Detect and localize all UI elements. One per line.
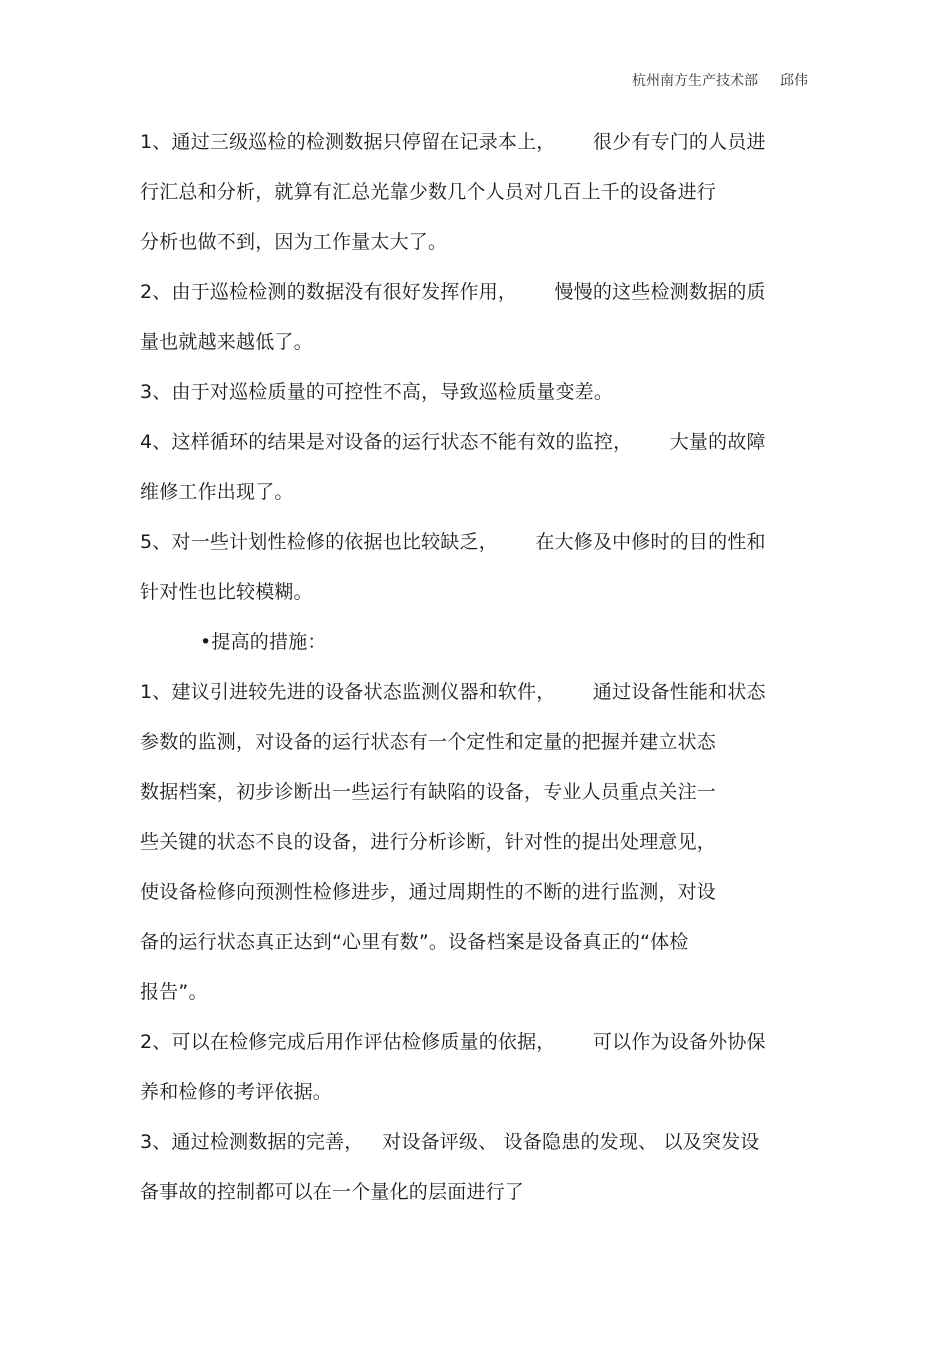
text-line: 3、由于对巡检质量的可控性不高，导致巡检质量变差。 (140, 381, 614, 403)
section-heading: •提高的措施： (200, 631, 327, 653)
text-line: 2、可以在检修完成后用作评估检修质量的依据， 可以作为设备外协保 (140, 1031, 766, 1053)
text-line: 针对性也比较模糊。 (140, 581, 313, 603)
text-line: 使设备检修向预测性检修进步，通过周期性的不断的进行监测，对设 (140, 881, 717, 903)
header-author: 邱伟 (780, 73, 808, 89)
text-line: 3、通过检测数据的完善， 对设备评级、 设备隐患的发现、 以及突发设 (140, 1131, 760, 1153)
text-line: 1、建议引进较先进的设备状态监测仪器和软件， 通过设备性能和状态 (140, 681, 766, 703)
text-line: 1、通过三级巡检的检测数据只停留在记录本上， 很少有专门的人员进 (140, 131, 766, 153)
text-line: 2、由于巡检检测的数据没有很好发挥作用， 慢慢的这些检测数据的质 (140, 281, 766, 303)
text-line: 备事故的控制都可以在一个量化的层面进行了 (140, 1181, 525, 1203)
text-line: 行汇总和分析，就算有汇总光靠少数几个人员对几百上千的设备进行 (140, 181, 717, 203)
text-line: 参数的监测，对设备的运行状态有一个定性和定量的把握并建立状态 (140, 731, 717, 753)
text-line: 养和检修的考评依据。 (140, 1081, 333, 1103)
text-line: 4、这样循环的结果是对设备的运行状态不能有效的监控， 大量的故障 (140, 431, 766, 453)
text-line: 报告”。 (140, 981, 208, 1003)
text-line: 些关键的状态不良的设备，进行分析诊断，针对性的提出处理意见， (140, 831, 717, 853)
text-line: 量也就越来越低了。 (140, 331, 313, 353)
text-line: 数据档案，初步诊断出一些运行有缺陷的设备，专业人员重点关注一 (140, 781, 717, 803)
text-line: 维修工作出现了。 (140, 481, 294, 503)
page-header (632, 70, 808, 90)
text-line: 备的运行状态真正达到“心里有数”。设备档案是设备真正的“体检 (140, 931, 689, 953)
text-line: 5、对一些计划性检修的依据也比较缺乏， 在大修及中修时的目的性和 (140, 531, 766, 553)
document-body (140, 124, 820, 1224)
text-line: 分析也做不到，因为工作量太大了。 (140, 231, 448, 253)
header-department: 杭州南方生产技术部 (632, 73, 758, 89)
